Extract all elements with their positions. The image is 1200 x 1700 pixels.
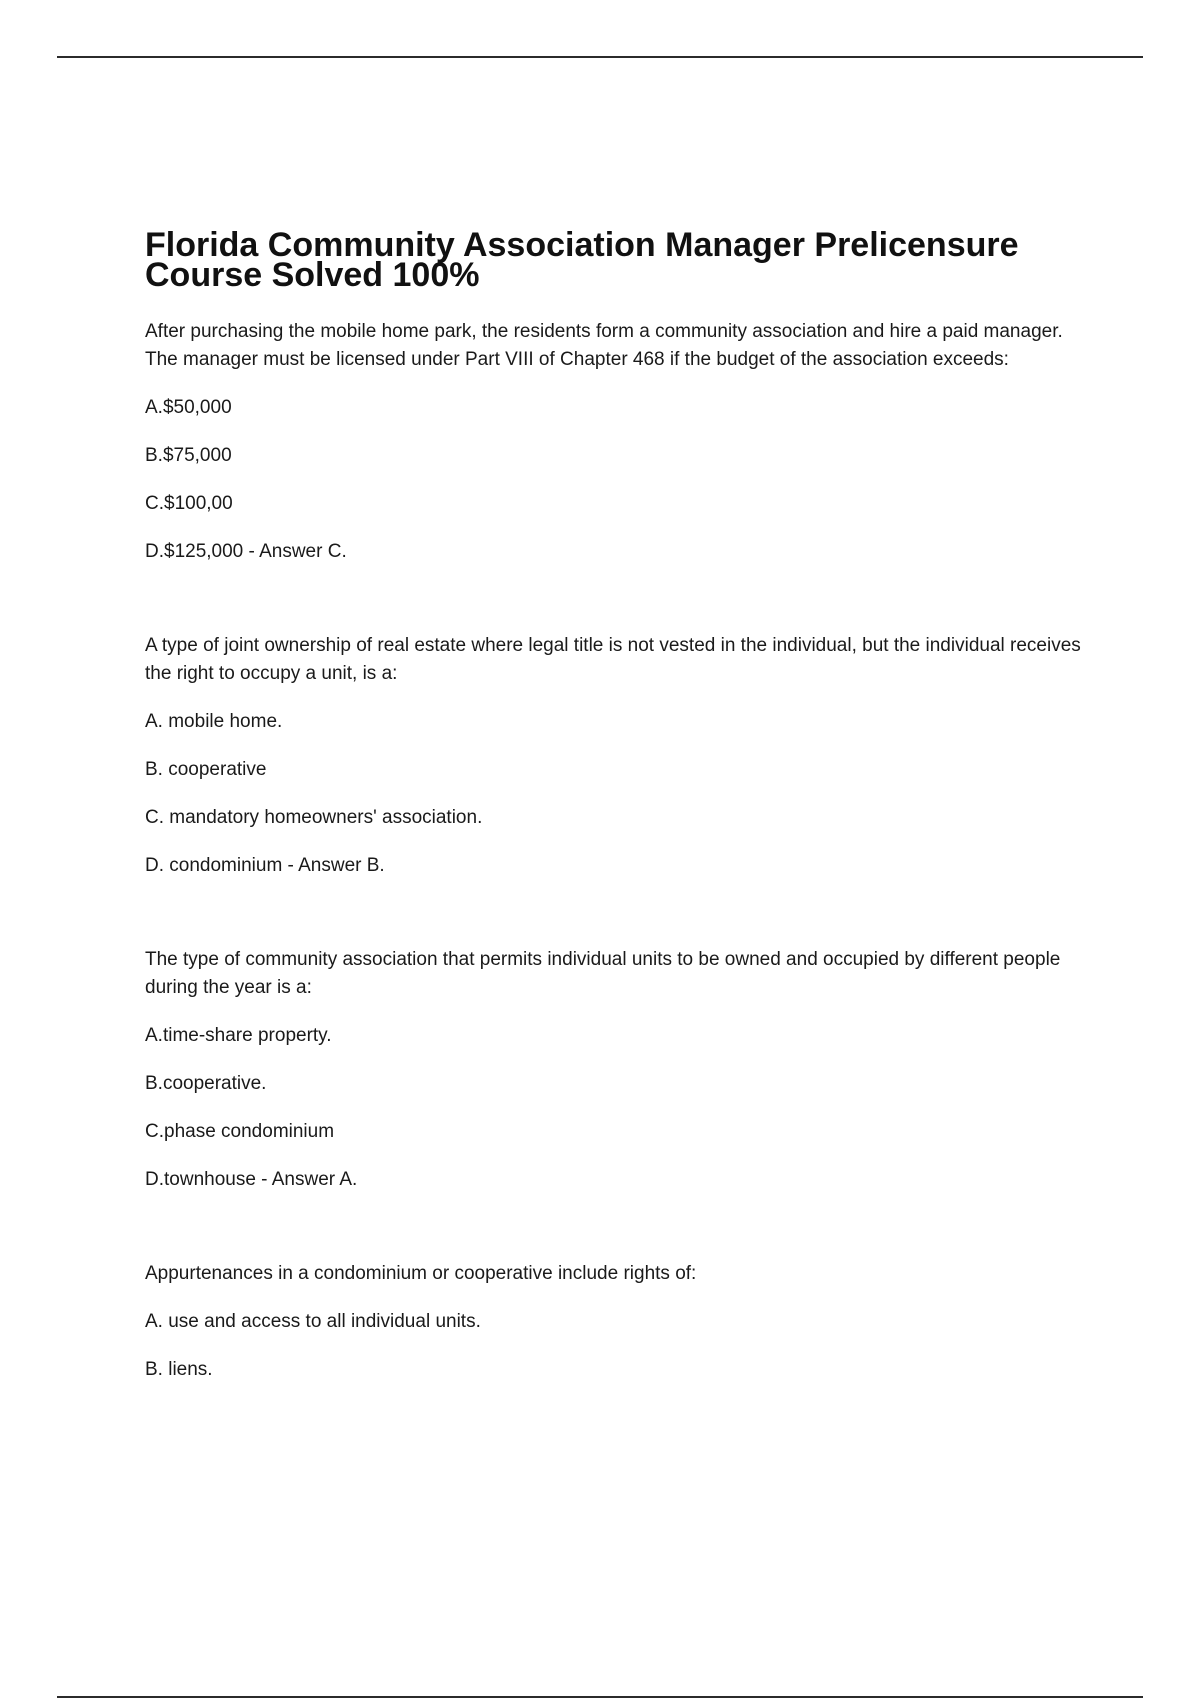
question-spacer [145,586,1090,632]
question-1 [145,318,1090,566]
question-spacer [145,900,1090,946]
document-title-line-1: Florida Community Association Manager Prelicensure [145,226,1019,264]
bottom-divider [57,1696,1143,1698]
document-body [145,226,1090,1404]
document-title-line-2: Course Solved 100% [145,256,480,294]
question-text: A type of joint ownership of real estate where legal title is not vested in the individual, but the individual receives the right to occupy a unit, is a: [145,635,1081,684]
option-c: C. mandatory homeowners' association. [145,807,483,828]
option-a: A. use and access to all individual units. [145,1311,481,1332]
option-d-answer: D.townhouse - Answer A. [145,1169,358,1190]
document-title [145,226,1090,294]
option-b: B. cooperative [145,759,267,780]
option-a: A. mobile home. [145,711,283,732]
option-d-answer: D.$125,000 - Answer C. [145,541,347,562]
option-b: B.$75,000 [145,445,232,466]
option-a: A.$50,000 [145,397,232,418]
option-a: A.time-share property. [145,1025,332,1046]
question-text: Appurtenances in a condominium or cooperative include rights of: [145,1263,697,1284]
question-2 [145,632,1090,880]
option-c: C.phase condominium [145,1121,335,1142]
option-d-answer: D. condominium - Answer B. [145,855,385,876]
option-b: B. liens. [145,1359,213,1380]
question-4 [145,1260,1090,1384]
question-3 [145,946,1090,1194]
option-b: B.cooperative. [145,1073,267,1094]
top-divider [57,56,1143,58]
question-spacer [145,1214,1090,1260]
question-text: After purchasing the mobile home park, the residents form a community association and hire a paid manager. The manager must be licensed under Part VIII of Chapter 468 if the budget of the association exceeds: [145,321,1063,370]
question-text: The type of community association that permits individual units to be owned and occupied by different people during the year is a: [145,949,1061,998]
option-c: C.$100,00 [145,493,233,514]
